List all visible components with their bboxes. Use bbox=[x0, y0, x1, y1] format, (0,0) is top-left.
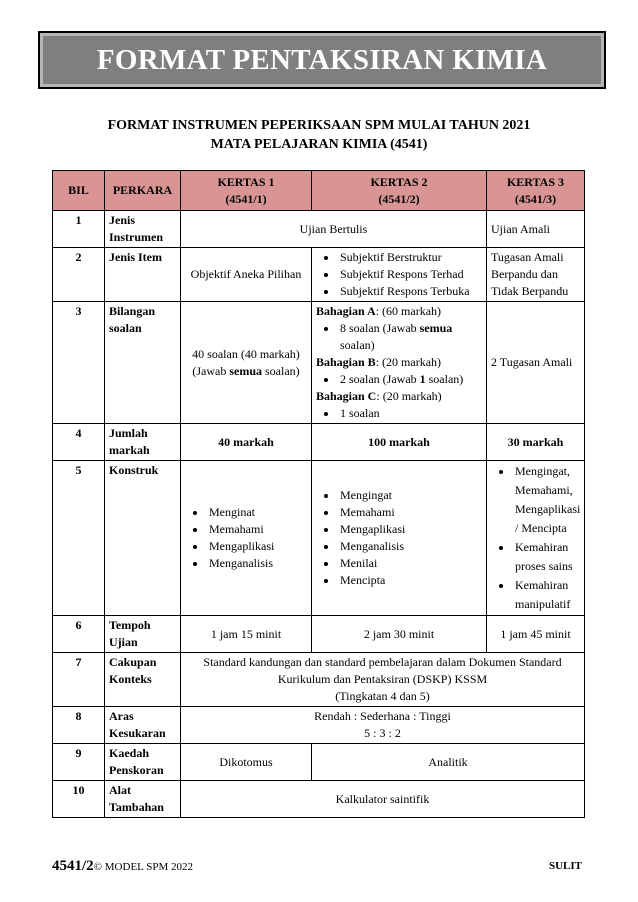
row-perkara: Cakupan Konteks bbox=[105, 653, 181, 707]
header-bil: BIL bbox=[53, 171, 105, 211]
list-item bbox=[338, 320, 482, 354]
row-perkara: Alat Tambahan bbox=[105, 781, 181, 818]
row-perkara: Aras Kesukaran bbox=[105, 707, 181, 744]
r5-kertas3 bbox=[487, 461, 585, 616]
text-fragment: 8 soalan (Jawab bbox=[340, 321, 420, 335]
list-item: • Mencipta bbox=[338, 572, 482, 589]
r7-line1: Standard kandungan dan standard pembelajaran dalam Dokumen Standard Kurikulum dan Pentaksiran (DSKP) KSSM bbox=[203, 655, 562, 686]
footer-sulit: SULIT bbox=[548, 860, 582, 872]
r5-kertas3-list bbox=[491, 462, 580, 614]
header-kertas2-code: (4541/2) bbox=[378, 191, 420, 206]
bahagian-a-heading bbox=[316, 303, 482, 320]
table-row bbox=[53, 781, 585, 818]
header-perkara: PERKARA bbox=[105, 171, 181, 211]
bahagian-b-list bbox=[316, 371, 482, 388]
list-item: • Menginat bbox=[207, 504, 307, 521]
r2-kertas3: Tugasan Amali Berpandu dan Tidak Berpandu bbox=[487, 248, 585, 302]
bahagian-c-heading bbox=[316, 388, 482, 405]
list-item: • Mengaplikasi bbox=[338, 521, 482, 538]
text-fragment-bold: 1 bbox=[419, 372, 426, 386]
text-fragment: (Jawab bbox=[192, 363, 230, 378]
header-kertas1-title: KERTAS 1 bbox=[217, 174, 275, 189]
list-item: • Mengingat, Memahami, Mengaplikasi / Mencipta bbox=[513, 462, 580, 538]
subtitle-line2: MATA PELAJARAN KIMIA (4541) bbox=[210, 137, 428, 152]
row-bil: 6 bbox=[53, 616, 105, 653]
r2-kertas2-list bbox=[316, 249, 482, 300]
r7-all-papers bbox=[181, 653, 585, 707]
r4-kertas2: 100 markah bbox=[312, 424, 487, 461]
r6-kertas2: 2 jam 30 minit bbox=[312, 616, 487, 653]
r5-kertas1 bbox=[181, 461, 312, 616]
row-bil: 7 bbox=[53, 653, 105, 707]
row-perkara: Konstruk bbox=[105, 461, 181, 616]
row-bil: 3 bbox=[53, 302, 105, 424]
r8-all-papers bbox=[181, 707, 585, 744]
text-fragment: 2 soalan (Jawab bbox=[340, 372, 420, 386]
r9-kertas23: Analitik bbox=[312, 744, 585, 781]
r1-kertas12: Ujian Bertulis bbox=[181, 211, 487, 248]
table-row bbox=[53, 461, 585, 616]
r5-kertas1-list bbox=[185, 504, 307, 572]
copyright-text: © MODEL SPM 2022 bbox=[93, 861, 193, 873]
header-kertas3-title: KERTAS 3 bbox=[506, 174, 565, 189]
bahagian-marks: : (20 markah) bbox=[376, 389, 442, 403]
format-table bbox=[52, 170, 585, 818]
header-kertas3-code: (4541/3) bbox=[514, 191, 557, 206]
table-row bbox=[53, 302, 585, 424]
list-item: • Kemahiran proses sains bbox=[513, 538, 580, 576]
row-bil: 8 bbox=[53, 707, 105, 744]
bahagian-marks: : (20 markah) bbox=[375, 355, 442, 369]
list-item: • Subjektif Respons Terbuka bbox=[338, 283, 482, 300]
r10-all-papers: Kalkulator saintifik bbox=[181, 781, 585, 818]
list-item: • Menganalisis bbox=[207, 555, 307, 572]
r2-kertas1: Objektif Aneka Pilihan bbox=[181, 248, 312, 302]
text-fragment-bold: semua bbox=[229, 363, 262, 378]
list-item bbox=[338, 371, 482, 388]
title-banner bbox=[38, 31, 606, 89]
r5-kertas2-list bbox=[316, 487, 482, 589]
r6-kertas1: 1 jam 15 minit bbox=[181, 616, 312, 653]
header-kertas2 bbox=[312, 171, 487, 211]
header-kertas3 bbox=[487, 171, 585, 211]
bahagian-label: Bahagian A bbox=[316, 304, 376, 318]
r8-line2: 5 : 3 : 2 bbox=[364, 726, 401, 740]
row-bil: 1 bbox=[53, 211, 105, 248]
header-kertas1 bbox=[181, 171, 312, 211]
text-fragment-bold: semua bbox=[419, 321, 453, 335]
table-row bbox=[53, 424, 585, 461]
list-item: • Kemahiran manipulatif bbox=[513, 576, 580, 614]
r1-kertas3: Ujian Amali bbox=[487, 211, 585, 248]
table-row bbox=[53, 211, 585, 248]
r5-kertas2 bbox=[312, 461, 487, 616]
table-row bbox=[53, 248, 585, 302]
subtitle-line1: FORMAT INSTRUMEN PEPERIKSAAN SPM MULAI TAHUN 2021 bbox=[107, 118, 531, 133]
list-item: • Subjektif Respons Terhad bbox=[338, 266, 482, 283]
header-kertas2-title: KERTAS 2 bbox=[370, 174, 428, 189]
r6-kertas3: 1 jam 45 minit bbox=[487, 616, 585, 653]
r7-line2: (Tingkatan 4 dan 5) bbox=[335, 689, 430, 703]
r4-kertas3: 30 markah bbox=[487, 424, 585, 461]
list-item: • Mengaplikasi bbox=[207, 538, 307, 555]
list-item: • Memahami bbox=[207, 521, 307, 538]
r8-line1: Rendah : Sederhana : Tinggi bbox=[314, 709, 451, 723]
r3-kertas3: 2 Tugasan Amali bbox=[487, 302, 585, 424]
row-perkara: Jenis Item bbox=[105, 248, 181, 302]
row-bil: 4 bbox=[53, 424, 105, 461]
text-fragment: soalan) bbox=[340, 338, 375, 352]
row-bil: 2 bbox=[53, 248, 105, 302]
r3-kertas1 bbox=[181, 302, 312, 424]
row-bil: 5 bbox=[53, 461, 105, 616]
table-row bbox=[53, 616, 585, 653]
list-item: • 1 soalan bbox=[338, 405, 482, 422]
row-bil: 10 bbox=[53, 781, 105, 818]
table-row bbox=[53, 707, 585, 744]
r2-kertas2 bbox=[312, 248, 487, 302]
r3-kertas1-line2 bbox=[185, 363, 307, 380]
r3-kertas2 bbox=[312, 302, 487, 424]
bahagian-label: Bahagian C bbox=[316, 389, 377, 403]
bahagian-a-list bbox=[316, 320, 482, 354]
text-fragment: soalan) bbox=[425, 372, 464, 386]
row-perkara: Kaedah Penskoran bbox=[105, 744, 181, 781]
row-perkara: Jumlah markah bbox=[105, 424, 181, 461]
footer-code bbox=[52, 858, 193, 875]
row-bil: 9 bbox=[53, 744, 105, 781]
list-item: • Memahami bbox=[338, 504, 482, 521]
bahagian-c-list bbox=[316, 405, 482, 422]
paper-code: 4541/2 bbox=[52, 858, 94, 874]
bahagian-marks: : (60 markah) bbox=[375, 304, 442, 318]
bahagian-label: Bahagian B bbox=[316, 355, 376, 369]
list-item: • Subjektif Berstruktur bbox=[338, 249, 482, 266]
row-perkara: Tempoh Ujian bbox=[105, 616, 181, 653]
r9-kertas1: Dikotomus bbox=[181, 744, 312, 781]
table-row bbox=[53, 653, 585, 707]
row-perkara: Jenis Instrumen bbox=[105, 211, 181, 248]
r4-kertas1: 40 markah bbox=[181, 424, 312, 461]
banner-title: FORMAT PENTAKSIRAN KIMIA bbox=[96, 43, 548, 76]
table-header-row bbox=[53, 171, 585, 211]
text-fragment: soalan) bbox=[262, 363, 300, 378]
list-item: • Menilai bbox=[338, 555, 482, 572]
r3-kertas1-line1: 40 soalan (40 markah) bbox=[192, 346, 300, 361]
bahagian-b-heading bbox=[316, 354, 482, 371]
header-kertas1-code: (4541/1) bbox=[225, 191, 267, 206]
list-item: • Mengingat bbox=[338, 487, 482, 504]
table-row bbox=[53, 744, 585, 781]
row-perkara: Bilangan soalan bbox=[105, 302, 181, 424]
list-item: • Menganalisis bbox=[338, 538, 482, 555]
